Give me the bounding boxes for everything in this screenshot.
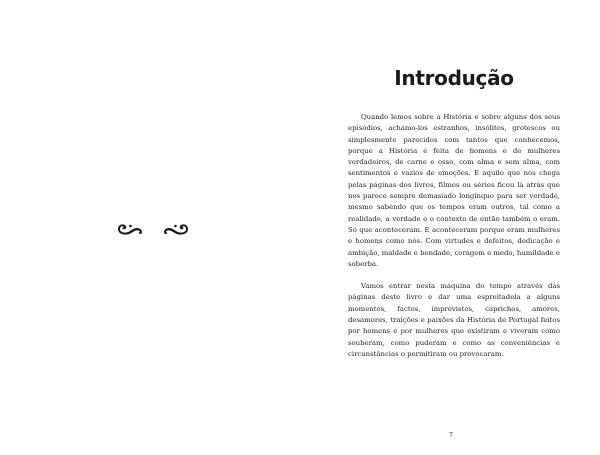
chapter-body <box>348 112 560 360</box>
double-flourish-ornament-icon <box>116 220 190 236</box>
paragraph: Quando lemos sobre a História e sobre alguns dos seus episódios, achamo-los estranhos, insólitos, grotescos ou simplesmente parecidos com tantos que conhecemos, porque a História é feita de homens e de mulheres verdadeiros, de carne e osso, com alma e sem alma, com sentimentos e vazios de emoções. E aquilo que nos chega pelas páginas dos livros, filmes ou séries ficou lá atrás que nos parece sempre demasiado longínquo para ser verdade, mesmo sabendo que os tempos eram outros, tal como a realidade, a verdade e o contexto de então também o eram. Só que aconteceram. E aconteceram porque eram mulheres e homens como nós. Com virtudes e defeitos, dedicação e ambição, maldade e bondade, coragem e medo, humildade e soberba. <box>348 113 560 268</box>
right-page <box>300 0 600 455</box>
paragraph: Vamos entrar nesta máquina do tempo através das páginas deste livro e dar uma espreitadela a alguns momentos, factos, imprevistos, caprichos, amores, desamores, traições e paixões da História de Portugal feitos por homens e por mulheres que existiram e viveram como souberam, como puderam e como as conveniências e circunstâncias o permitiram ou provocaram. <box>348 282 560 358</box>
chapter-title: Introdução <box>394 66 514 90</box>
page-number: 7 <box>448 431 454 439</box>
